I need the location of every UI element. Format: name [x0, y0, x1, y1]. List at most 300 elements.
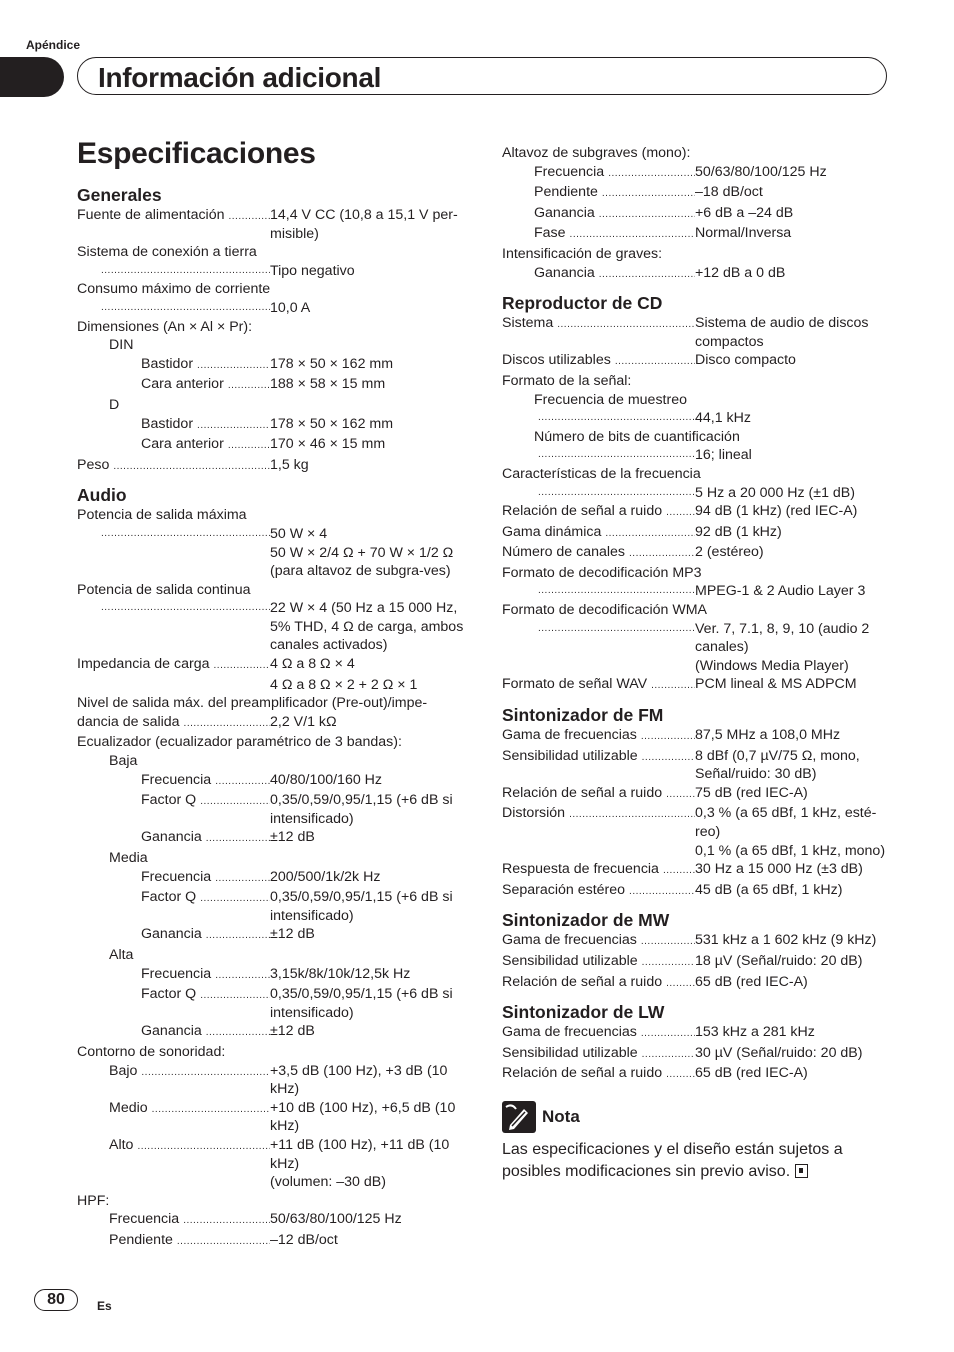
spec-row: Número de bits de cuantificación	[534, 428, 740, 445]
spec-label-leader	[77, 791, 270, 812]
spec-row	[502, 784, 890, 805]
spec-label-leader	[502, 1023, 695, 1044]
spec-row: Potencia de salida máxima	[77, 507, 247, 524]
spec-value: (Windows Media Player)	[695, 657, 849, 674]
spec-row	[77, 415, 465, 436]
spec-row	[502, 1044, 890, 1065]
spec-value: 0,1 % (a 65 dBf, 1 kHz, mono)	[695, 842, 886, 859]
dot-leader	[197, 357, 270, 376]
spec-value: 1,5 kg	[270, 456, 309, 473]
spec-label: Fase	[534, 225, 566, 242]
dot-leader	[538, 582, 695, 601]
spec-value: Tipo negativo	[270, 262, 355, 279]
spec-label-leader	[77, 965, 270, 986]
spec-label-leader	[77, 655, 270, 676]
spec-value: 531 kHz a 1 602 kHz (9 kHz)	[695, 932, 877, 949]
spec-label: Frecuencia	[534, 163, 605, 180]
spec-value: 65 dB (red IEC-A)	[695, 973, 808, 990]
spec-value: 18 µV (Señal/ruido: 20 dB)	[695, 952, 863, 969]
spec-value: ±12 dB	[270, 926, 315, 943]
spec-label: Sensibilidad utilizable	[502, 952, 638, 969]
spec-label-leader	[77, 1062, 270, 1083]
dot-leader	[101, 525, 270, 544]
spec-label-leader	[77, 1136, 270, 1157]
spec-value: 5 Hz a 20 000 Hz (±1 dB)	[695, 484, 855, 501]
spec-value: 170 × 46 × 15 mm	[270, 436, 386, 453]
spec-row: Sistema de conexión a tierra	[77, 244, 257, 261]
spec-value: Ver. 7, 7.1, 8, 9, 10 (audio 2 canales)	[695, 620, 870, 656]
dot-leader	[538, 484, 695, 503]
spec-value: MPEG-1 & 2 Audio Layer 3	[695, 583, 866, 600]
spec-row	[502, 183, 890, 204]
spec-label-leader	[502, 314, 695, 335]
dot-leader	[206, 1024, 270, 1043]
cd-list	[502, 314, 890, 696]
nota-text-block	[502, 1139, 890, 1183]
dot-leader	[666, 975, 695, 994]
spec-row: Formato de decodificación MP3	[502, 564, 702, 581]
heading-lw: Sintonizador de LW	[502, 1002, 665, 1023]
spec-label-leader	[502, 523, 695, 544]
spec-value: 3,15k/8k/10k/12,5k Hz	[270, 965, 411, 982]
subgraves-list	[502, 144, 890, 284]
spec-label: Sensibilidad utilizable	[502, 747, 638, 764]
audio-list	[77, 506, 465, 1251]
spec-row: Media	[109, 850, 148, 866]
spec-label: Ganancia	[534, 204, 595, 221]
spec-label-leader	[502, 204, 695, 225]
spec-row	[502, 523, 890, 544]
spec-label: Gama de frecuencias	[502, 932, 637, 949]
spec-row	[77, 925, 465, 946]
spec-value: 92 dB (1 kHz)	[695, 523, 782, 540]
spec-row	[502, 952, 890, 973]
spec-label-leader	[77, 355, 270, 376]
spec-label-leader	[502, 1044, 695, 1065]
spec-value: 2 (estéreo)	[695, 544, 764, 561]
spec-row: Alta	[109, 946, 134, 963]
spec-value: 10,0 A	[270, 299, 311, 316]
spec-value: 87,5 MHz a 108,0 MHz	[695, 727, 841, 744]
spec-row	[77, 1062, 465, 1099]
spec-label-leader	[502, 183, 695, 204]
spec-label-leader	[77, 456, 270, 477]
spec-value: 40/80/100/160 Hz	[270, 771, 383, 788]
dot-leader	[228, 437, 270, 456]
heading-generales: Generales	[77, 185, 162, 205]
dot-leader	[200, 793, 270, 812]
spec-row	[77, 375, 465, 396]
page-number: 80	[34, 1289, 78, 1311]
spec-label-leader	[77, 525, 270, 544]
dot-leader	[602, 185, 695, 204]
dot-leader	[229, 208, 271, 227]
dot-leader	[666, 1066, 695, 1085]
spec-value: 44,1 kHz	[695, 410, 751, 427]
spec-row: Altavoz de subgraves (mono):	[502, 145, 691, 161]
spec-value: 50/63/80/100/125 Hz	[695, 163, 827, 180]
spec-value: 14,4 V CC (10,8 a 15,1 V per-misible)	[270, 207, 458, 242]
nota-header	[502, 1101, 890, 1133]
dot-leader	[641, 1025, 695, 1044]
dot-leader	[599, 206, 695, 225]
spec-label-leader	[502, 881, 695, 902]
dot-leader	[641, 933, 695, 952]
dot-leader	[538, 620, 695, 639]
dot-leader	[101, 262, 270, 281]
spec-row	[502, 502, 890, 523]
spec-row: DIN	[109, 337, 134, 354]
heading-cd: Reproductor de CD	[502, 293, 663, 314]
spec-label-leader	[77, 599, 270, 618]
lw-list	[502, 1023, 890, 1085]
dot-leader	[605, 525, 695, 544]
spec-label-leader	[77, 1022, 270, 1043]
spec-label: Factor Q	[141, 889, 197, 906]
spec-label-leader	[502, 484, 695, 503]
dot-leader	[197, 417, 270, 436]
spec-label: Discos utilizables	[502, 352, 611, 369]
dot-leader	[183, 1212, 270, 1231]
spec-value: +11 dB (100 Hz), +11 dB (10 kHz)	[270, 1136, 450, 1172]
spec-value: 0,35/0,59/0,95/1,15 (+6 dB si intensificado)	[270, 889, 453, 924]
spec-label: Relación de señal a ruido	[502, 973, 663, 990]
spec-label-leader	[77, 713, 270, 734]
spec-row	[502, 1064, 890, 1085]
spec-row	[77, 985, 465, 1022]
spec-row	[77, 599, 465, 655]
spec-row	[502, 860, 890, 881]
spec-value: 4 Ω a 8 Ω × 4	[270, 656, 355, 673]
spec-label: Relación de señal a ruido	[502, 784, 663, 801]
spec-value: –18 dB/oct	[695, 184, 763, 201]
mw-list	[502, 931, 890, 993]
spec-label-leader	[502, 502, 695, 523]
spec-row	[502, 582, 890, 601]
spec-label: Bastidor	[141, 415, 194, 432]
spec-label-leader	[77, 206, 270, 227]
dot-leader	[642, 954, 695, 973]
spec-value: 0,3 % (a 65 dBf, 1 kHz, esté-reo)	[695, 805, 877, 840]
dot-leader	[177, 1233, 270, 1252]
spec-label: Frecuencia	[141, 868, 212, 885]
spec-row	[77, 791, 465, 828]
spec-row: HPF:	[77, 1192, 110, 1209]
spec-value: 30 Hz a 15 000 Hz (±3 dB)	[695, 861, 863, 878]
spec-value: 178 × 50 × 162 mm	[270, 415, 394, 432]
spec-row	[77, 965, 465, 986]
spec-value: 22 W × 4 (50 Hz a 15 000 Hz, 5% THD, 4 Ω de carga, ambos canales activados)	[270, 600, 464, 654]
spec-label-leader	[502, 931, 695, 952]
spec-row	[77, 1173, 465, 1192]
spec-value: 8 dBf (0,7 µV/75 Ω, mono, Señal/ruido: 30 dB)	[695, 747, 860, 783]
spec-row	[77, 544, 465, 581]
spec-label: Cara anterior	[141, 436, 224, 453]
spec-value: 178 × 50 × 162 mm	[270, 355, 394, 372]
spec-row	[502, 409, 890, 428]
spec-value: +10 dB (100 Hz), +6,5 dB (10 kHz)	[270, 1099, 456, 1135]
spec-label-leader	[502, 543, 695, 564]
spec-row	[77, 828, 465, 849]
spec-label: Distorsión	[502, 805, 566, 822]
dot-leader	[200, 987, 270, 1006]
spec-label: Factor Q	[141, 792, 197, 809]
spec-label-leader	[77, 435, 270, 456]
dot-leader	[200, 890, 270, 909]
spec-label-leader	[77, 771, 270, 792]
page-title: Especificaciones	[77, 137, 316, 170]
chapter-title: Información adicional	[98, 62, 382, 93]
spec-value: (volumen: –30 dB)	[270, 1174, 386, 1191]
spec-row	[77, 456, 465, 477]
spec-row: Frecuencia de muestreo	[534, 391, 687, 408]
spec-value: 65 dB (red IEC-A)	[695, 1065, 808, 1082]
spec-row	[502, 484, 890, 503]
spec-label-leader	[77, 888, 270, 909]
dot-leader	[228, 377, 270, 396]
spec-label-leader	[502, 952, 695, 973]
spec-value: 188 × 58 × 15 mm	[270, 376, 386, 393]
dot-leader	[608, 165, 695, 184]
chapter-header	[77, 57, 887, 95]
note-pencil-icon	[502, 1101, 536, 1133]
spec-row	[77, 262, 465, 281]
dot-leader	[215, 870, 270, 889]
spec-value: Normal/Inversa	[695, 225, 792, 242]
spec-label: Bajo	[109, 1062, 138, 1079]
fm-list	[502, 726, 890, 901]
spec-row: D	[109, 396, 120, 413]
spec-label: Pendiente	[534, 184, 598, 201]
spec-value: 30 µV (Señal/ruido: 20 dB)	[695, 1044, 863, 1061]
spec-label-leader	[77, 1099, 270, 1120]
spec-value: 16; lineal	[695, 447, 752, 464]
spec-label-leader	[77, 985, 270, 1006]
spec-row: Potencia de salida continua	[77, 581, 251, 598]
heading-fm: Sintonizador de FM	[502, 705, 664, 726]
spec-label: Formato de señal WAV	[502, 676, 648, 693]
spec-row: Dimensiones (An × Al × Pr):	[77, 318, 253, 335]
spec-label: Separación estéreo	[502, 881, 626, 898]
spec-value: 94 dB (1 kHz) (red IEC-A)	[695, 503, 858, 520]
dot-leader	[570, 226, 695, 245]
right-column	[502, 144, 890, 1183]
spec-row	[502, 620, 890, 657]
dot-leader	[101, 299, 270, 318]
dot-leader	[641, 728, 695, 747]
spec-label: Ganancia	[141, 926, 202, 943]
spec-value: Disco compacto	[695, 352, 796, 369]
spec-label: Factor Q	[141, 986, 197, 1003]
spec-label: Relación de señal a ruido	[502, 503, 663, 520]
spec-label: Ganancia	[141, 1023, 202, 1040]
dot-leader	[615, 353, 695, 372]
spec-value: 4 Ω a 8 Ω × 2 + 2 Ω × 1	[270, 676, 418, 693]
spec-row	[77, 1136, 465, 1173]
spec-value: +12 dB a 0 dB	[695, 264, 786, 281]
spec-row	[502, 314, 890, 351]
spec-value: Sistema de audio de discos compactos	[695, 315, 869, 350]
spec-row	[77, 355, 465, 376]
spec-label: Cara anterior	[141, 376, 224, 393]
spec-row	[502, 446, 890, 465]
spec-label: Impedancia de carga	[77, 656, 210, 673]
spec-row	[77, 1231, 465, 1252]
spec-label: Gama de frecuencias	[502, 1024, 637, 1041]
spec-row	[502, 881, 890, 902]
spec-label-leader	[77, 415, 270, 436]
spec-label: Frecuencia	[141, 965, 212, 982]
spec-row	[502, 726, 890, 747]
spec-label-leader	[77, 868, 270, 889]
generales-list	[77, 206, 465, 476]
spec-label-leader	[77, 828, 270, 849]
spec-row: Formato de decodificación WMA	[502, 602, 708, 619]
spec-label-leader	[502, 675, 695, 696]
dot-leader	[663, 862, 695, 881]
spec-row: Contorno de sonoridad:	[77, 1043, 226, 1060]
section-end-icon	[795, 1164, 808, 1178]
spec-row	[77, 1099, 465, 1136]
spec-label-leader	[77, 1231, 270, 1252]
spec-row: Ecualizador (ecualizador paramétrico de 3 bandas):	[77, 734, 402, 751]
dot-leader	[599, 266, 695, 285]
spec-value: 50/63/80/100/125 Hz	[270, 1211, 402, 1228]
spec-label: dancia de salida	[77, 713, 180, 730]
spec-label-leader	[502, 747, 695, 768]
spec-value: +3,5 dB (100 Hz), +3 dB (10 kHz)	[270, 1062, 448, 1098]
spec-value: ±12 dB	[270, 829, 315, 846]
spec-label: Sistema	[502, 315, 554, 332]
spec-row	[77, 888, 465, 925]
spec-value: 153 kHz a 281 kHz	[695, 1024, 815, 1041]
spec-value: 0,35/0,59/0,95/1,15 (+6 dB si intensificado)	[270, 792, 453, 827]
spec-label-leader	[502, 446, 695, 465]
spec-label: Alto	[109, 1136, 134, 1153]
dot-leader	[141, 1064, 270, 1083]
spec-row	[502, 804, 890, 841]
spec-value: 0,35/0,59/0,95/1,15 (+6 dB si intensificado)	[270, 986, 453, 1021]
dot-leader	[538, 446, 695, 465]
spec-row	[77, 771, 465, 792]
spec-row	[502, 204, 890, 225]
dot-leader	[569, 806, 695, 825]
dot-leader	[206, 927, 270, 946]
spec-label: Pendiente	[109, 1231, 173, 1248]
spec-row	[502, 351, 890, 372]
spec-value: PCM lineal & MS ADPCM	[695, 676, 857, 693]
spec-label-leader	[502, 264, 695, 285]
spec-row	[77, 1022, 465, 1043]
spec-row: Características de la frecuencia	[502, 465, 701, 482]
spec-value: –12 dB/oct	[270, 1231, 338, 1248]
spec-value: ±12 dB	[270, 1023, 315, 1040]
spec-label-leader	[502, 409, 695, 428]
spec-row	[77, 299, 465, 318]
spec-label-leader	[502, 804, 695, 825]
spec-row	[77, 655, 465, 676]
left-column	[77, 184, 465, 1251]
spec-label: Gama dinámica	[502, 523, 602, 540]
spec-label: Respuesta de frecuencia	[502, 861, 659, 878]
spec-label: Frecuencia	[109, 1211, 180, 1228]
spec-value: 75 dB (red IEC-A)	[695, 784, 808, 801]
spec-row	[502, 657, 890, 676]
dot-leader	[629, 883, 695, 902]
dot-leader	[629, 545, 695, 564]
spec-value: 200/500/1k/2k Hz	[270, 868, 381, 885]
spec-value: 50 W × 2/4 Ω + 70 W × 1/2 Ω (para altavoz de subgra-ves)	[270, 544, 454, 580]
spec-row	[502, 973, 890, 994]
spec-label-leader	[502, 860, 695, 881]
dot-leader	[152, 1101, 270, 1120]
spec-row: Intensificación de graves:	[502, 245, 663, 262]
nota-text: Las especificaciones y el diseño están sujetos a posibles modificaciones sin previo aviso.	[502, 1140, 843, 1180]
language-code: Es	[97, 1299, 112, 1313]
spec-label-leader	[77, 375, 270, 396]
spec-row: Consumo máximo de corriente	[77, 281, 271, 298]
spec-label: Relación de señal a ruido	[502, 1065, 663, 1082]
spec-row	[502, 931, 890, 952]
spec-label: Fuente de alimentación	[77, 207, 225, 223]
spec-label-leader	[502, 1064, 695, 1085]
spec-row: Nivel de salida máx. del preamplificador (Pre-out)/impe-	[77, 695, 428, 712]
spec-value: 2,2 V/1 kΩ	[270, 713, 337, 730]
spec-label-leader	[77, 262, 270, 281]
spec-label: Peso	[77, 456, 110, 473]
spec-row	[502, 1023, 890, 1044]
spec-label-leader	[502, 973, 695, 994]
dot-leader	[538, 409, 695, 428]
spec-row	[77, 1210, 465, 1231]
spec-label-leader	[77, 925, 270, 946]
spec-label: Medio	[109, 1099, 148, 1116]
dot-leader	[215, 773, 270, 792]
nota-title: Nota	[542, 1106, 580, 1126]
dot-leader	[206, 830, 270, 849]
spec-label-leader	[502, 784, 695, 805]
spec-row	[77, 206, 465, 243]
section-label: Apéndice	[26, 38, 81, 52]
section-tab-marker	[0, 57, 64, 97]
spec-row: Baja	[109, 753, 138, 770]
spec-row	[502, 543, 890, 564]
spec-label: Ganancia	[141, 829, 202, 846]
spec-label-leader	[77, 1210, 270, 1231]
heading-mw: Sintonizador de MW	[502, 910, 670, 931]
dot-leader	[215, 967, 270, 986]
spec-label-leader	[502, 620, 695, 639]
dot-leader	[214, 657, 270, 676]
spec-row	[502, 747, 890, 784]
spec-label-leader	[502, 163, 695, 184]
dot-leader	[113, 458, 270, 477]
dot-leader	[666, 504, 695, 523]
dot-leader	[642, 1046, 695, 1065]
spec-row	[77, 435, 465, 456]
spec-label: Frecuencia	[141, 771, 212, 788]
spec-row: Formato de la señal:	[502, 372, 632, 389]
spec-value: 45 dB (a 65 dBf, 1 kHz)	[695, 881, 843, 898]
spec-row	[77, 676, 465, 695]
heading-audio: Audio	[77, 485, 127, 506]
spec-label: Bastidor	[141, 355, 194, 372]
spec-label-leader	[502, 224, 695, 245]
dot-leader	[666, 786, 695, 805]
spec-label-leader	[502, 582, 695, 601]
spec-row	[502, 163, 890, 184]
spec-label: Sensibilidad utilizable	[502, 1044, 638, 1061]
